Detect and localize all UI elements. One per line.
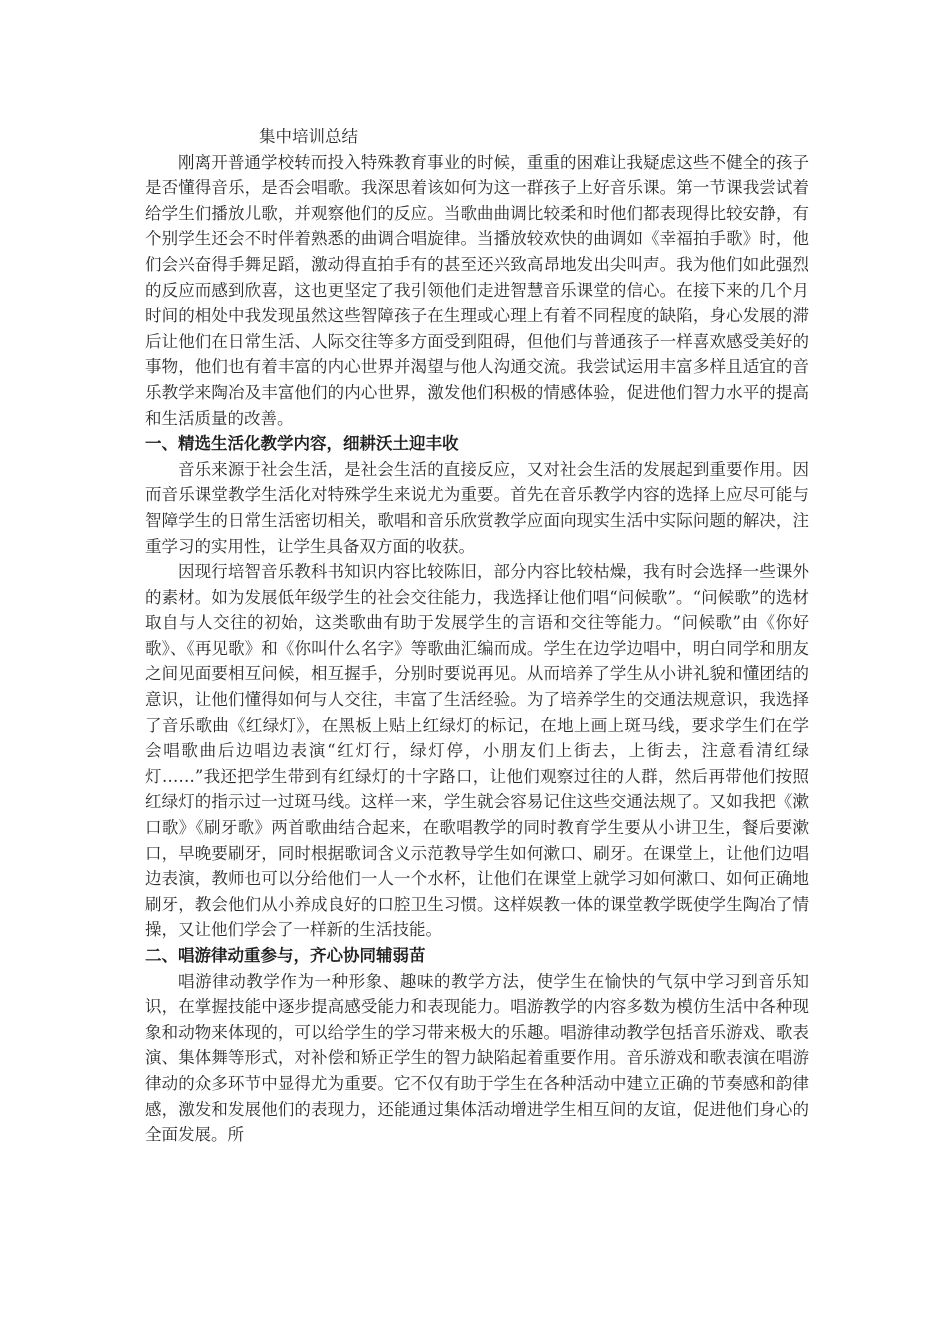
section-heading-1: 一、精选生活化教学内容，细耕沃土迎丰收 bbox=[145, 434, 459, 454]
section-2-paragraph-1: 唱游律动教学作为一种形象、趣味的教学方法，使学生在愉快的气氛中学习到音乐知识，在掌握技能中逐步提高感受能力和表现能力。唱游教学的内容多数为模仿生活中各种现象和动物来体现的，可以给学生的学习带来极大的乐趣。唱游律动教学包括音乐游戏、歌表演、集体舞等形式，对补偿和矫正学生的智力缺陷起着重要作用。音乐游戏和歌表演在唱游律动的众多环节中显得尤为重要。它不仅有助于学生在各种活动中建立正确的节奏感和韵律感，激发和发展他们的表现力，还能通过集体活动增进学生相互间的友谊，促进他们身心的全面发展。所 bbox=[145, 971, 809, 1145]
section-1-paragraph-1: 音乐来源于社会生活，是社会生活的直接反应，又对社会生活的发展起到重要作用。因而音乐课堂教学生活化对特殊学生来说尤为重要。首先在音乐教学内容的选择上应尽可能与智障学生的日常生活密切相关，歌唱和音乐欣赏教学应面向现实生活中实际问题的解决，注重学习的实用性，让学生具备双方面的收获。 bbox=[145, 459, 809, 556]
section-heading-2: 二、唱游律动重参与，齐心协同辅弱苗 bbox=[145, 946, 426, 965]
section-1-paragraph-2: 因现行培智音乐教科书知识内容比较陈旧，部分内容比较枯燥，我有时会选择一些课外的素材。如为发展低年级学生的社会交往能力，我选择让他们唱“问候歌”。“问候歌”的选材取自与人交往的初始，这类歌曲有助于发展学生的言语和交往等能力。“问候歌”由《你好歌》、《再见歌》和《你叫什么名字》等歌曲汇编而成。学生在边学边唱中，明白同学和朋友之间见面要相互问候，相互握手，分别时要说再见。从而培养了学生从小讲礼貌和懂团结的意识，让他们懂得如何与人交往，丰富了生活经验。为了培养学生的交通法规意识，我选择了音乐歌曲《红绿灯》，在黑板上贴上红绿灯的标记，在地上画上斑马线，要求学生们在学会唱歌曲后边唱边表演“红灯行，绿灯停，小朋友们上街去，上街去，注意看清红绿灯……”我还把学生带到有红绿灯的十字路口，让他们观察过往的人群，然后再带他们按照红绿灯的指示过一过斑马线。这样一来，学生就会容易记住这些交通法规了。又如我把《漱口歌》《刷牙歌》两首歌曲结合起来，在歌唱教学的同时教育学生要从小讲卫生，餐后要漱口，早晚要刷牙，同时根据歌词含义示范教导学生如何漱口、刷牙。在课堂上，让他们边唱边表演，教师也可以分给他们一人一个水杯，让他们在课堂上就学习如何漱口、如何正确地刷牙，教会他们从小养成良好的口腔卫生习惯。这样娱教一体的课堂教学既使学生陶冶了情操，又让他们学会了一样新的生活技能。 bbox=[145, 562, 809, 940]
document-title: 集中培训总结 bbox=[259, 127, 358, 146]
document-body bbox=[145, 124, 809, 1148]
intro-paragraph: 刚离开普通学校转而投入特殊教育事业的时候，重重的困难让我疑虑这些不健全的孩子是否懂得音乐，是否会唱歌。我深思着该如何为这一群孩子上好音乐课。第一节课我尝试着给学生们播放儿歌，并观察他们的反应。当歌曲曲调比较柔和时他们都表现得比较安静，有个别学生还会不时伴着熟悉的曲调合唱旋律。当播放较欢快的曲调如《幸福拍手歌》时，他们会兴奋得手舞足蹈，激动得直拍手有的甚至还兴致高昂地发出尖叫声。我为他们如此强烈的反应而感到欣喜，这也更坚定了我引领他们走进智慧音乐课堂的信心。在接下来的几个月时间的相处中我发现虽然这些智障孩子在生理或心理上有着不同程度的缺陷，身心发展的滞后让他们在日常生活、人际交往等多方面受到阻碍，但他们与普通孩子一样喜欢感受美好的事物，他们也有着丰富的内心世界并渴望与他人沟通交流。我尝试运用丰富多样且适宜的音乐教学来陶冶及丰富他们的内心世界，激发他们积极的情感体验，促进他们智力水平的提高和生活质量的改善。 bbox=[145, 152, 809, 428]
